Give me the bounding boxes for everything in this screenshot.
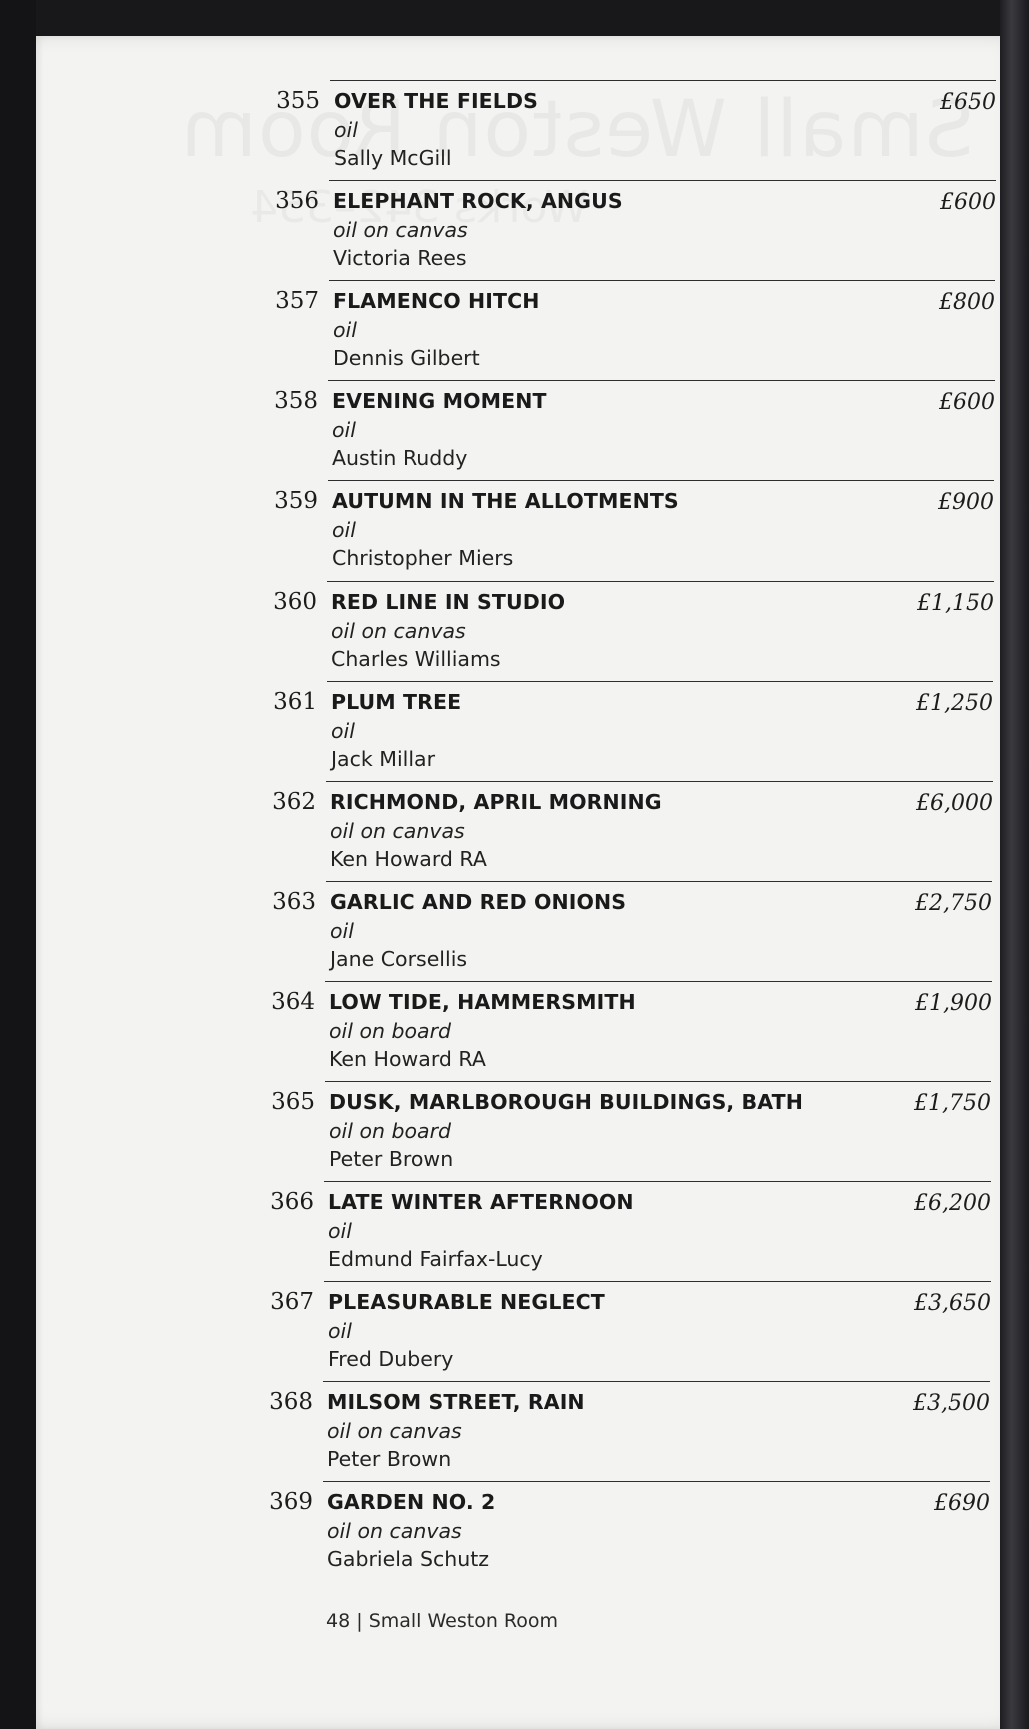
catalogue-entry [276, 80, 996, 180]
catalogue-entry [271, 981, 992, 1081]
entry-divider [327, 681, 993, 682]
entry-divider [329, 280, 995, 281]
entry-artist: Peter Brown [329, 1147, 454, 1171]
entry-medium: oil [334, 118, 358, 142]
entry-number: 364 [271, 988, 315, 1015]
scan-background-left [0, 0, 36, 1729]
entry-medium: oil on canvas [327, 1419, 462, 1444]
entry-number: 360 [273, 588, 317, 615]
entry-number: 362 [272, 788, 316, 815]
entry-price: £900 [938, 490, 994, 516]
entry-medium: oil [328, 1219, 352, 1244]
entry-title: RED LINE IN STUDIO [331, 589, 566, 614]
footer-room-name: Small Weston Room [368, 1610, 559, 1632]
entry-title: ELEPHANT ROCK, ANGUS [333, 189, 623, 214]
catalogue-entry [274, 480, 994, 580]
entry-divider [325, 1081, 991, 1082]
catalogue-entry [270, 1181, 991, 1281]
entry-divider [325, 981, 992, 982]
entry-number: 356 [275, 188, 319, 215]
entry-divider [323, 1381, 990, 1382]
entry-title: LATE WINTER AFTERNOON [328, 1190, 634, 1215]
entry-price: £650 [940, 90, 996, 115]
entry-number: 369 [269, 1489, 313, 1516]
entry-artist: Edmund Fairfax-Lucy [328, 1247, 543, 1272]
catalogue-entry [271, 1081, 991, 1181]
entry-artist: Peter Brown [327, 1447, 452, 1472]
page-number: 48 [326, 1610, 351, 1632]
entry-title: AUTUMN IN THE ALLOTMENTS [332, 489, 679, 514]
entry-artist: Victoria Rees [333, 246, 467, 271]
entry-price: £1,150 [917, 590, 994, 616]
entry-number: 358 [274, 388, 318, 415]
entry-price: £1,250 [916, 690, 993, 716]
entry-number: 363 [272, 888, 316, 915]
entry-title: GARLIC AND RED ONIONS [330, 889, 627, 914]
catalogue-entry [269, 1381, 990, 1481]
catalogue-entry [269, 1481, 990, 1581]
entry-divider [328, 380, 995, 381]
entry-price: £600 [940, 190, 996, 216]
catalogue-entry [270, 1281, 991, 1381]
entry-medium: oil on canvas [327, 1519, 462, 1544]
entry-price: £1,900 [915, 990, 992, 1016]
entry-price: £6,000 [916, 790, 993, 816]
entry-medium: oil [328, 1319, 352, 1344]
entry-medium: oil on canvas [330, 818, 465, 843]
entry-divider [329, 180, 996, 181]
entry-artist: Gabriela Schutz [327, 1547, 490, 1572]
entry-medium: oil on canvas [333, 218, 468, 243]
entry-medium: oil [330, 918, 354, 943]
entry-number: 365 [271, 1089, 315, 1115]
entry-title: PLEASURABLE NEGLECT [328, 1290, 605, 1315]
entry-price: £600 [939, 390, 995, 416]
entry-artist: Jack Millar [331, 746, 436, 771]
catalogue-entry [273, 681, 993, 781]
entry-price: £3,650 [914, 1291, 991, 1317]
catalogue-entry [275, 280, 995, 380]
entry-artist: Charles Williams [331, 646, 501, 671]
entry-divider [324, 1281, 991, 1282]
entry-artist: Jane Corsellis [330, 946, 468, 971]
page-footer [326, 1610, 558, 1632]
entry-medium: oil [332, 518, 356, 543]
entry-divider [324, 1181, 991, 1182]
entry-title: MILSOM STREET, RAIN [327, 1390, 585, 1415]
entry-number: 355 [276, 88, 320, 114]
entry-artist: Austin Ruddy [332, 446, 468, 471]
catalogue-entry [272, 781, 993, 881]
catalogue-entry [274, 380, 995, 480]
entry-price: £6,200 [914, 1191, 991, 1217]
entry-artist: Dennis Gilbert [333, 346, 480, 371]
entry-title: EVENING MOMENT [332, 389, 547, 414]
entry-title: PLUM TREE [331, 689, 462, 714]
entry-medium: oil [331, 718, 355, 743]
entry-number: 368 [269, 1389, 313, 1416]
catalogue-entry [273, 581, 994, 681]
entry-number: 367 [270, 1289, 314, 1316]
entry-medium: oil [332, 418, 356, 443]
scan-background-top [0, 0, 1029, 36]
entry-divider [323, 1481, 990, 1482]
entry-medium: oil on board [329, 1018, 452, 1043]
entry-divider [327, 581, 994, 582]
entry-price: £3,500 [913, 1391, 990, 1417]
entry-medium: oil on canvas [331, 618, 466, 643]
entry-number: 361 [273, 688, 317, 715]
entry-artist: Fred Dubery [328, 1347, 454, 1372]
entry-artist: Christopher Miers [332, 546, 514, 571]
entry-medium: oil [333, 318, 357, 343]
entry-divider [326, 881, 992, 882]
entry-title: OVER THE FIELDS [334, 89, 538, 113]
entry-number: 357 [275, 288, 319, 315]
entry-artist: Sally McGill [334, 146, 452, 170]
catalogue-entry [272, 881, 992, 981]
entry-title: RICHMOND, APRIL MORNING [330, 789, 662, 814]
entry-price: £2,750 [915, 890, 992, 916]
entry-artist: Ken Howard RA [329, 1046, 486, 1071]
entry-number: 366 [270, 1189, 314, 1216]
catalogue-entry [275, 180, 996, 280]
entry-divider [330, 80, 996, 81]
entry-title: GARDEN NO. 2 [327, 1490, 496, 1515]
entry-divider [326, 781, 993, 782]
entry-artist: Ken Howard RA [330, 846, 487, 871]
book-spine-edge [1000, 0, 1029, 1729]
entry-price: £800 [939, 290, 995, 316]
entry-price: £1,750 [914, 1091, 991, 1116]
entry-number: 359 [274, 488, 318, 515]
entry-medium: oil on board [329, 1119, 452, 1143]
entry-divider [328, 480, 994, 481]
entry-title: LOW TIDE, HAMMERSMITH [329, 989, 636, 1014]
entry-price: £690 [934, 1491, 990, 1517]
entry-title: DUSK, MARLBOROUGH BUILDINGS, BATH [329, 1090, 803, 1114]
entry-title: FLAMENCO HITCH [333, 289, 540, 314]
footer-separator: | [356, 1610, 363, 1632]
